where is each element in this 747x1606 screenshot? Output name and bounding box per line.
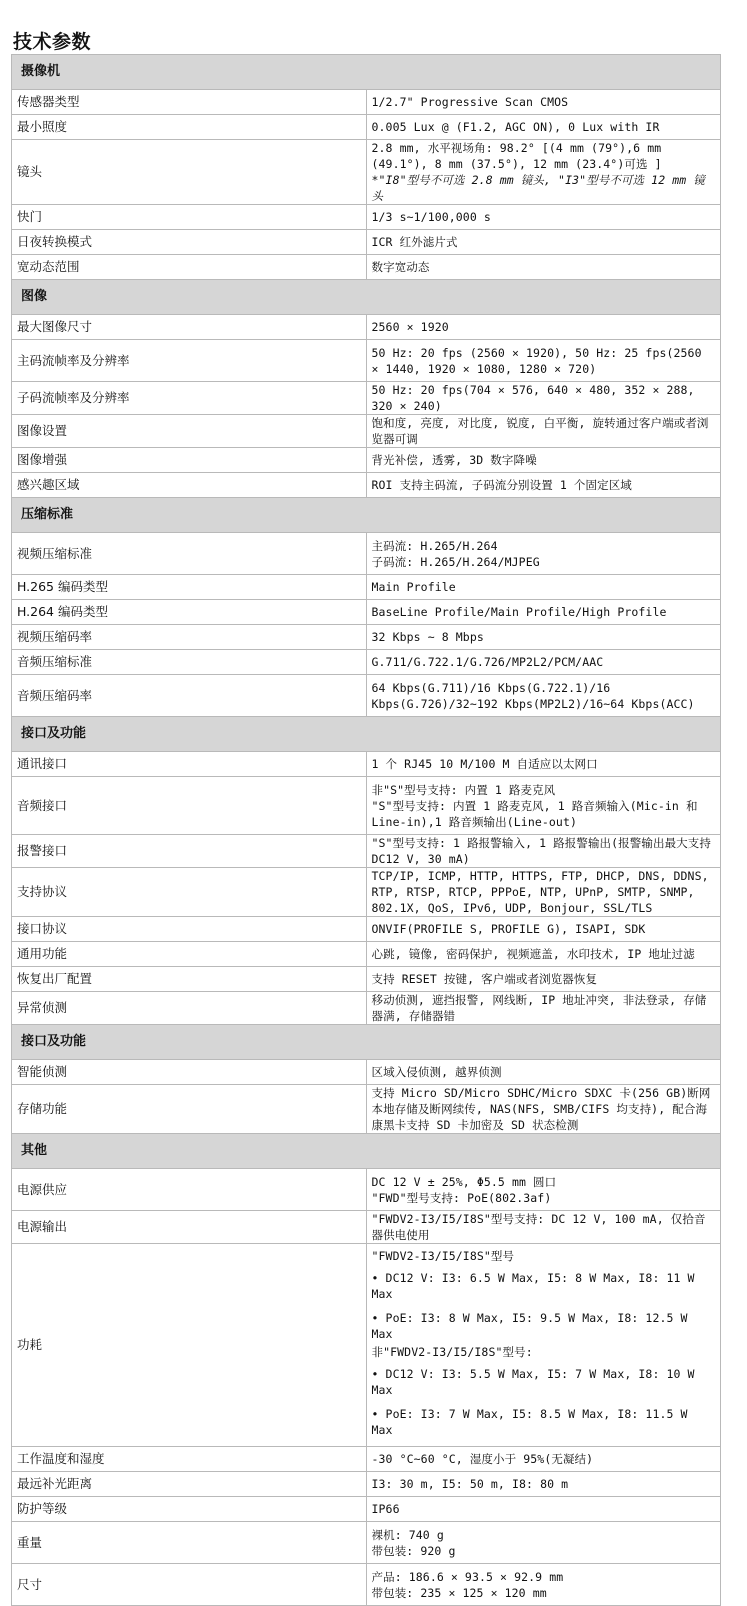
spec-label: 视频压缩码率	[12, 625, 367, 650]
spec-label: H.264 编码类型	[12, 600, 367, 625]
spec-label: 快门	[12, 205, 367, 230]
spec-label: 通用功能	[12, 942, 367, 967]
spec-label: 音频接口	[12, 777, 367, 835]
spec-value-line: 1/3 s~1/100,000 s	[371, 210, 491, 224]
spec-value	[366, 1169, 721, 1211]
spec-value-line: 0.005 Lux @ (F1.2, AGC ON), 0 Lux with IR	[371, 120, 660, 134]
spec-value-line: ICR 红外滤片式	[371, 235, 458, 249]
spec-row	[12, 140, 721, 205]
spec-label: 最小照度	[12, 115, 367, 140]
section-header	[12, 1134, 721, 1169]
spec-value-line: 1 个 RJ45 10 M/100 M 自适应以太网口	[371, 757, 598, 771]
spec-row	[12, 1169, 721, 1211]
spec-value-line: "S"型号支持: 1 路报警输入, 1 路报警输出(报警输出最大支持 DC12 V, 30 mA)	[371, 836, 711, 866]
spec-value	[366, 1564, 721, 1606]
spec-label: 宽动态范围	[12, 255, 367, 280]
spec-label: 重量	[12, 1522, 367, 1564]
spec-value-line: 2.8 mm, 水平视场角: 98.2° [(4 mm (79°),6 mm (49.1°), 8 mm (37.5°), 12 mm (23.4°)可选 ]	[371, 141, 662, 171]
spec-value	[366, 340, 721, 382]
spec-value-line: 64 Kbps(G.711)/16 Kbps(G.722.1)/16 Kbps(G.726)/32~192 Kbps(MP2L2)/16~64 Kbps(ACC)	[371, 680, 695, 711]
spec-value	[366, 575, 721, 600]
spec-label: 智能侦测	[12, 1060, 367, 1085]
spec-row	[12, 625, 721, 650]
spec-row	[12, 600, 721, 625]
spec-table	[11, 54, 721, 1606]
spec-value-line: 2560 × 1920	[371, 320, 449, 334]
section-title: 接口及功能	[12, 1025, 721, 1060]
spec-row	[12, 533, 721, 575]
spec-row	[12, 315, 721, 340]
spec-value-line: • PoE: I3: 7 W Max, I5: 8.5 W Max, I8: 11.5 W Max	[371, 1407, 688, 1437]
spec-label: 支持协议	[12, 868, 367, 917]
spec-label: 传感器类型	[12, 90, 367, 115]
spec-row	[12, 650, 721, 675]
spec-label: 视频压缩标准	[12, 533, 367, 575]
spec-value-line: "FWDV2-I3/I5/I8S"型号	[371, 1249, 515, 1263]
spec-row	[12, 90, 721, 115]
spec-value	[366, 205, 721, 230]
spec-row	[12, 967, 721, 992]
spec-value-line: 背光补偿, 透雾, 3D 数字降噪	[371, 453, 537, 467]
spec-value-line: 主码流: H.265/H.264	[371, 538, 498, 553]
spec-row	[12, 1060, 721, 1085]
spec-value-line: "FWDV2-I3/I5/I8S"型号支持: DC 12 V, 100 mA, 仅拾音器供电使用	[371, 1212, 706, 1242]
spec-value-line: 裸机: 740 g	[371, 1527, 444, 1542]
spec-label: 恢复出厂配置	[12, 967, 367, 992]
spec-value	[366, 992, 721, 1025]
spec-label: 镜头	[12, 140, 367, 205]
spec-row	[12, 1497, 721, 1522]
spec-label: 防护等级	[12, 1497, 367, 1522]
spec-value	[366, 1522, 721, 1564]
spec-row	[12, 1085, 721, 1134]
spec-label: 尺寸	[12, 1564, 367, 1606]
spec-value	[366, 675, 721, 717]
spec-label: 电源输出	[12, 1211, 367, 1244]
spec-value	[366, 967, 721, 992]
spec-value-line: • DC12 V: I3: 6.5 W Max, I5: 8 W Max, I8: 11 W Max	[371, 1271, 695, 1301]
spec-label: 报警接口	[12, 835, 367, 868]
spec-value-line: "FWD"型号支持: PoE(802.3af)	[371, 1190, 552, 1205]
spec-value-line: DC 12 V ± 25%, Φ5.5 mm 圆口	[371, 1174, 557, 1189]
spec-label: 通讯接口	[12, 752, 367, 777]
spec-label: 图像设置	[12, 415, 367, 448]
spec-value	[366, 533, 721, 575]
spec-row	[12, 415, 721, 448]
spec-row	[12, 675, 721, 717]
spec-label: 音频压缩码率	[12, 675, 367, 717]
spec-value	[366, 777, 721, 835]
spec-value-line: 带包装: 235 × 125 × 120 mm	[371, 1585, 547, 1600]
spec-value-line: 心跳, 镜像, 密码保护, 视频遮盖, 水印技术, IP 地址过滤	[371, 947, 695, 961]
spec-value-line: ONVIF(PROFILE S, PROFILE G), ISAPI, SDK	[371, 922, 646, 936]
spec-value-line: BaseLine Profile/Main Profile/High Profile	[371, 605, 667, 619]
spec-value-line: G.711/G.722.1/G.726/MP2L2/PCM/AAC	[371, 655, 604, 669]
spec-value	[366, 448, 721, 473]
spec-value	[366, 917, 721, 942]
spec-row	[12, 917, 721, 942]
spec-value-line: 32 Kbps ~ 8 Mbps	[371, 630, 484, 644]
spec-value-line: *"I8"型号不可选 2.8 mm 镜头, "I3"型号不可选 12 mm 镜头	[371, 173, 705, 203]
spec-row	[12, 942, 721, 967]
section-header	[12, 498, 721, 533]
spec-value-line: "S"型号支持: 内置 1 路麦克风, 1 路音频输入(Mic-in 和 Line-in),1 路音频输出(Line-out)	[371, 798, 698, 829]
section-title: 摄像机	[12, 55, 721, 90]
spec-value	[366, 140, 721, 205]
spec-value	[366, 1497, 721, 1522]
spec-label: 图像增强	[12, 448, 367, 473]
spec-row	[12, 575, 721, 600]
section-title: 图像	[12, 280, 721, 315]
spec-label: 感兴趣区域	[12, 473, 367, 498]
spec-row	[12, 382, 721, 415]
spec-row	[12, 1244, 721, 1447]
spec-value	[366, 868, 721, 917]
spec-row	[12, 777, 721, 835]
spec-value	[366, 1447, 721, 1472]
spec-row	[12, 992, 721, 1025]
spec-row	[12, 868, 721, 917]
spec-label: 工作温度和湿度	[12, 1447, 367, 1472]
spec-row	[12, 1211, 721, 1244]
spec-label: 功耗	[12, 1244, 367, 1447]
spec-value	[366, 230, 721, 255]
spec-value	[366, 1085, 721, 1134]
spec-value	[366, 382, 721, 415]
spec-row	[12, 1564, 721, 1606]
spec-row	[12, 340, 721, 382]
spec-row	[12, 835, 721, 868]
spec-label: H.265 编码类型	[12, 575, 367, 600]
spec-row	[12, 230, 721, 255]
spec-value	[366, 835, 721, 868]
spec-label: 日夜转换模式	[12, 230, 367, 255]
spec-value-line: 非"S"型号支持: 内置 1 路麦克风	[371, 782, 556, 797]
spec-value	[366, 625, 721, 650]
spec-value-line: 50 Hz: 20 fps (2560 × 1920), 50 Hz: 25 fps(2560 × 1440, 1920 × 1080, 1280 × 720)	[371, 345, 702, 376]
spec-value-line: 1/2.7" Progressive Scan CMOS	[371, 95, 569, 109]
spec-label: 子码流帧率及分辨率	[12, 382, 367, 415]
spec-value-line: 移动侦测, 遮挡报警, 网线断, IP 地址冲突, 非法登录, 存储器满, 存储器错	[371, 993, 707, 1023]
spec-value-line: IP66	[371, 1502, 400, 1516]
spec-value	[366, 415, 721, 448]
section-title: 其他	[12, 1134, 721, 1169]
spec-value-line: Main Profile	[371, 580, 456, 594]
spec-value-line: 数字宽动态	[371, 260, 430, 274]
section-header	[12, 717, 721, 752]
spec-row	[12, 1472, 721, 1497]
spec-value-line: 区域入侵侦测, 越界侦测	[371, 1065, 502, 1079]
spec-label: 最远补光距离	[12, 1472, 367, 1497]
spec-value	[366, 90, 721, 115]
spec-row	[12, 1447, 721, 1472]
spec-value-line: • PoE: I3: 8 W Max, I5: 9.5 W Max, I8: 12.5 W Max	[371, 1311, 688, 1341]
spec-value-line: 50 Hz: 20 fps(704 × 576, 640 × 480, 352 × 288, 320 × 240)	[371, 383, 695, 413]
section-header	[12, 55, 721, 90]
spec-value-line: 产品: 186.6 × 93.5 × 92.9 mm	[371, 1569, 564, 1584]
spec-label: 音频压缩标准	[12, 650, 367, 675]
spec-value	[366, 473, 721, 498]
spec-value	[366, 1472, 721, 1497]
section-title: 压缩标准	[12, 498, 721, 533]
spec-value-line: 子码流: H.265/H.264/MJPEG	[371, 554, 540, 569]
section-header	[12, 280, 721, 315]
spec-value	[366, 255, 721, 280]
spec-value	[366, 1211, 721, 1244]
spec-value	[366, 600, 721, 625]
page-title: 技术参数	[13, 31, 92, 53]
spec-value-line: 带包装: 920 g	[371, 1543, 456, 1558]
spec-value-line: 非"FWDV2-I3/I5/I8S"型号:	[371, 1345, 533, 1359]
spec-label: 异常侦测	[12, 992, 367, 1025]
spec-value-line: 支持 RESET 按键, 客户端或者浏览器恢复	[371, 972, 598, 986]
spec-label: 电源供应	[12, 1169, 367, 1211]
spec-row	[12, 473, 721, 498]
spec-label: 存储功能	[12, 1085, 367, 1134]
spec-label: 最大图像尺寸	[12, 315, 367, 340]
spec-row	[12, 1522, 721, 1564]
section-title: 接口及功能	[12, 717, 721, 752]
spec-value-line: 支持 Micro SD/Micro SDHC/Micro SDXC 卡(256 GB)断网本地存储及断网续传, NAS(NFS, SMB/CIFS 均支持), 配合海康黑卡支持 SD 卡加密及 SD 状态检测	[371, 1086, 711, 1132]
spec-row	[12, 115, 721, 140]
spec-row	[12, 255, 721, 280]
spec-row	[12, 448, 721, 473]
spec-value-line: 饱和度, 亮度, 对比度, 锐度, 白平衡, 旋转通过客户端或者浏览器可调	[371, 416, 709, 446]
spec-value	[366, 1060, 721, 1085]
spec-value	[366, 942, 721, 967]
spec-value-line: I3: 30 m, I5: 50 m, I8: 80 m	[371, 1477, 569, 1491]
spec-value	[366, 315, 721, 340]
spec-value-line: ROI 支持主码流, 子码流分别设置 1 个固定区域	[371, 478, 632, 492]
spec-label: 主码流帧率及分辨率	[12, 340, 367, 382]
spec-row	[12, 205, 721, 230]
spec-value-line: -30 °C~60 °C, 湿度小于 95%(无凝结)	[371, 1452, 594, 1466]
spec-value	[366, 1244, 721, 1447]
spec-label: 接口协议	[12, 917, 367, 942]
spec-value	[366, 650, 721, 675]
spec-row	[12, 752, 721, 777]
spec-value	[366, 752, 721, 777]
section-header	[12, 1025, 721, 1060]
spec-value-line: • DC12 V: I3: 5.5 W Max, I5: 7 W Max, I8: 10 W Max	[371, 1367, 695, 1397]
spec-value	[366, 115, 721, 140]
spec-value-line: TCP/IP, ICMP, HTTP, HTTPS, FTP, DHCP, DNS, DDNS, RTP, RTSP, RTCP, PPPoE, NTP, UPnP, SMTP, SNMP, 802.1X, QoS, IPv6, UDP, Bonjour, SSL/TLS	[371, 869, 709, 915]
